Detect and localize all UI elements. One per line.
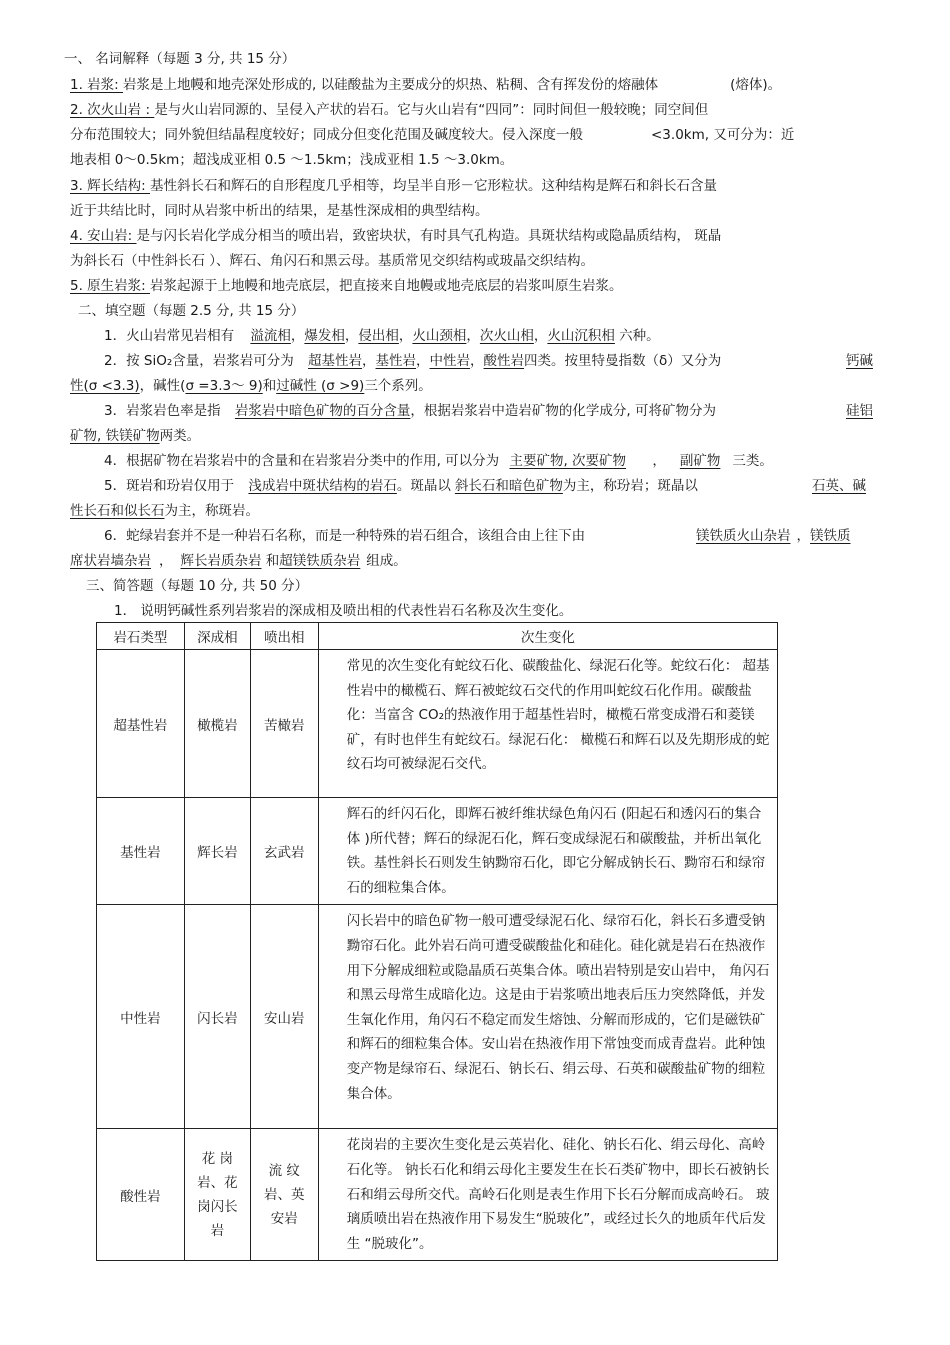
definition-text: 基性斜长石和辉石的自形程度几乎相等，均呈半自形－它形粒状。这种结构是辉石和斜长石含量 (150, 178, 718, 194)
question-text: ，碱性( (139, 378, 186, 394)
definition-text: 岩浆起源于上地幔和地壳底层，把直接来自地幔或地壳底层的岩浆叫原生岩浆。 (150, 278, 623, 294)
definition-andesite-line2: 为斜长石（中性斜长石 ）、辉石、角闪石和黑云母。基质常见交织结构或玻晶交织结构。 (70, 253, 595, 269)
answer: 岩浆岩中暗色矿物的百分含量 (234, 403, 411, 419)
fill-q1: 1．火山岩常见岩相有 溢流相，爆发相，侵出相，火山颈相，次火山相，火山沉积相 六种。 (104, 328, 660, 344)
answer: 爆发相 (304, 328, 345, 344)
question-text: 三类。 (732, 453, 773, 469)
definition-gabbroic-line2: 近于共结比时，同时从岩浆中析出的结果，是基性深成相的典型结构。 (70, 203, 489, 219)
definition-tail: (熔体)。 (730, 77, 782, 93)
table-row (97, 798, 778, 905)
answer: 性长石和似长石 (70, 503, 165, 519)
cell-volcanic: 安山岩 (250, 905, 318, 1129)
section3-title: 三、简答题（每题 10 分, 共 50 分） (86, 578, 309, 594)
answer: 镁铁质火山杂岩 (696, 528, 791, 544)
answer: 过碱性 (σ >9) (276, 378, 365, 394)
definition-subvolcanic-line1 (70, 101, 708, 119)
answer: 火山颈相 (412, 328, 467, 344)
answer: 石英、碱 (812, 478, 866, 494)
definition-text: 是与火山岩同源的、呈侵入产状的岩石。它与火山岩有“四同”：同时间但一般较晚；同空间但 (154, 102, 709, 118)
term: 1. 岩浆: (70, 77, 124, 93)
question-text: 2．按 SiO₂含量，岩浆岩可分为 (104, 353, 294, 369)
rock-alteration-table (96, 622, 778, 1261)
answer: 基性岩 (375, 353, 417, 369)
answer: 侵出相 (358, 328, 399, 344)
fill-q3-line2 (70, 427, 200, 445)
question-text: 为主，称斑岩。 (164, 503, 259, 519)
question-text: 6．蛇绿岩套并不是一种岩石名称，而是一种特殊的岩石组合，该组合由上往下由 (104, 528, 586, 544)
fill-q5-answer-wrap (812, 477, 866, 495)
definition-subvolcanic-line3: 地表相 0～0.5km；超浅成亚相 0.5 ～1.5km；浅成亚相 1.5 ～3.0km。 (70, 152, 514, 168)
cell-rock-type: 基性岩 (97, 798, 185, 905)
cell-plutonic: 橄榄岩 (184, 650, 250, 798)
question-text: ，根据岩浆岩中造岩矿物的化学成分, 可将矿物分为 (410, 403, 716, 419)
answer: 性(σ <3.3) (70, 378, 140, 394)
term: 2. 次火山岩 : (70, 102, 155, 118)
header-plutonic: 深成相 (184, 623, 250, 650)
section2-title: 二、填空题（每题 2.5 分, 共 15 分） (78, 303, 305, 319)
question-text: 5．斑岩和玢岩仅用于 (104, 478, 235, 494)
cell-plutonic: 花 岗岩、花岗闪长岩 (184, 1129, 250, 1261)
answer: σ =3.3～ 9) (185, 378, 263, 394)
answer: 硅铝 (846, 403, 873, 419)
question-text: 和 (265, 553, 280, 569)
cell-rock-type: 酸性岩 (97, 1129, 185, 1261)
fill-q3-answer-wrap (846, 402, 873, 420)
fill-q2-line1: 2．按 SiO₂含量，岩浆岩可分为 超基性岩，基性岩，中性岩，酸性岩四类。按里特曼指数（δ）又分为 (104, 353, 722, 369)
answer: 辉长岩质杂岩 (180, 553, 262, 569)
answer: 席状岩墙杂岩 (70, 553, 151, 569)
cell-alteration: 常见的次生变化有蛇纹石化、碳酸盐化、绿泥石化等。蛇纹石化： 超基性岩中的橄榄石、辉石被蛇纹石交代的作用叫蛇纹石化作用。碳酸盐化：当富含 CO₂的热液作用于超基性岩时，橄榄石常变成滑石和菱镁矿，有时也伴生有蛇纹石。绿泥石化： 橄榄石和辉石以及先期形成的蛇纹石均可被绿泥石交代。 (318, 650, 777, 798)
table-header-row (97, 623, 778, 650)
table-row (97, 1129, 778, 1261)
question-text: 3．岩浆岩色率是指 (104, 403, 221, 419)
definition-text: <3.0km, 又可分为：近 (651, 127, 795, 143)
fill-q3-line1 (104, 402, 716, 420)
answer: 钙碱 (846, 353, 873, 369)
answer: 超镁铁质杂岩 (279, 553, 361, 569)
definition-gabbroic-line1 (70, 177, 717, 195)
fill-q2-answer-wrap (846, 352, 873, 370)
fill-q6-answers-right: 镁铁质火山杂岩 ，镁铁质 (696, 528, 851, 544)
definition-andesite-line1 (70, 227, 721, 245)
cell-volcanic: 苦橄岩 (250, 650, 318, 798)
fill-q6-line1 (104, 527, 585, 545)
question-text: 两类。 (159, 428, 201, 444)
answer: 斜长石和暗色矿物 (454, 478, 563, 494)
answer: 浅成岩中斑状结构的岩石 (248, 478, 397, 494)
table-row (97, 650, 778, 798)
question-text: 1．火山岩常见岩相有 (104, 328, 235, 344)
definition-magma (70, 76, 781, 94)
fill-q5-line1 (104, 477, 698, 495)
cell-plutonic: 辉长岩 (184, 798, 250, 905)
term: 3. 辉长结构: (70, 178, 151, 194)
definition-primary-magma (70, 277, 623, 295)
answer: 中性岩 (429, 353, 471, 369)
question-text: 为主，称玢岩；斑晶以 (562, 478, 698, 494)
question-text: 4．根据矿物在岩浆岩中的含量和在岩浆岩分类中的作用, 可以分为 (104, 453, 500, 469)
answer: 超基性岩 (308, 353, 363, 369)
fill-q6-line2: 席状岩墙杂岩 ， 辉长岩质杂岩 和超镁铁质杂岩 组成。 (70, 553, 407, 569)
definition-subvolcanic-line2 (70, 126, 794, 144)
question-text: 和 (262, 378, 277, 394)
header-rock-type: 岩石类型 (97, 623, 185, 650)
cell-volcanic: 玄武岩 (250, 798, 318, 905)
cell-rock-type: 中性岩 (97, 905, 185, 1129)
answer: 溢流相 (250, 328, 291, 344)
answer: 火山沉积相 (547, 328, 615, 344)
question-text: 。斑晶以 (396, 478, 451, 494)
cell-plutonic: 闪长岩 (184, 905, 250, 1129)
cell-alteration: 花岗岩的主要次生变化是云英岩化、硅化、钠长石化、绢云母化、高岭石化等。 钠长石化和绢云母化主要发生在长石类矿物中，即长石被钠长石和绢云母所交代。高岭石化则是表生作用下长石分解而成高岭石。 玻璃质喷出岩在热液作用下易发生“脱玻化”，或经过长久的地质年代后发生 “脱玻化”。 (318, 1129, 777, 1261)
question-text: 组成。 (366, 553, 407, 569)
short-answer-q1: 1． 说明钙碱性系列岩浆岩的深成相及喷出相的代表性岩石名称及次生变化。 (114, 603, 573, 619)
section1-title: 一、 名词解释（每题 3 分, 共 15 分） (64, 51, 296, 67)
answer: 主要矿物, 次要矿物 (509, 453, 627, 469)
answer: 副矿物 (679, 453, 721, 469)
cell-alteration: 辉石的纤闪石化，即辉石被纤维状绿色角闪石 (阳起石和透闪石的集合体 )所代替；辉石的绿泥石化，辉石变成绿泥石和碳酸盐，并析出氧化铁。基性斜长石则发生钠黝帘石化，即它分解成钠长石、黝帘石和绿帘石的细粒集合体。 (318, 798, 777, 905)
table-row (97, 905, 778, 1129)
term: 5. 原生岩浆: (70, 278, 151, 294)
header-alteration: 次生变化 (318, 623, 777, 650)
answer: 镁铁质 (810, 528, 851, 544)
answer: 矿物, 铁镁矿物 (70, 428, 160, 444)
definition-text: 岩浆是上地幔和地壳深处形成的, 以硅酸盐为主要成分的炽热、粘稠、含有挥发份的熔融体 (123, 77, 659, 93)
definition-text: 分布范围较大；同外貌但结晶程度较好；同成分但变化范围及碱度较大。侵入深度一般 (70, 127, 583, 143)
header-volcanic: 喷出相 (250, 623, 318, 650)
cell-rock-type: 超基性岩 (97, 650, 185, 798)
fill-q4: 4．根据矿物在岩浆岩中的含量和在岩浆岩分类中的作用, 可以分为 主要矿物, 次要矿物 ， 副矿物 三类。 (104, 453, 773, 469)
question-text: 四类。按里特曼指数（δ）又分为 (524, 353, 722, 369)
definition-text: 是与闪长岩化学成分相当的喷出岩，致密块状，有时具气孔构造。具斑状结构或隐晶质结构， 斑晶 (136, 228, 722, 244)
cell-alteration: 闪长岩中的暗色矿物一般可遭受绿泥石化、绿帘石化，斜长石多遭受钠黝帘石化。此外岩石尚可遭受碳酸盐化和硅化。硅化就是岩石在热液作用下分解成细粒或隐晶质石英集合体。喷出岩特别是安山岩中， 角闪石和黑云母常生成暗化边。这是由于岩浆喷出地表后压力突然降低，并发生氧化作用，角闪石不稳定而发生熔蚀、分解而形成的，它们是磁铁矿和辉石的细粒集合体。安山岩在热液作用下常蚀变而成青盘岩。此种蚀变产物是绿帘石、绿泥石、钠长石、绢云母、石英和碳酸盐矿物的细粒集合体。 (318, 905, 777, 1129)
answer: 酸性岩 (483, 353, 525, 369)
fill-q5-line2 (70, 502, 259, 520)
fill-q2-line2 (70, 377, 432, 395)
question-text: 三个系列。 (364, 378, 432, 394)
term: 4. 安山岩: (70, 228, 137, 244)
question-text: 六种。 (614, 328, 660, 344)
answer: 次火山相 (479, 328, 534, 344)
cell-volcanic: 流 纹岩、英安岩 (250, 1129, 318, 1261)
